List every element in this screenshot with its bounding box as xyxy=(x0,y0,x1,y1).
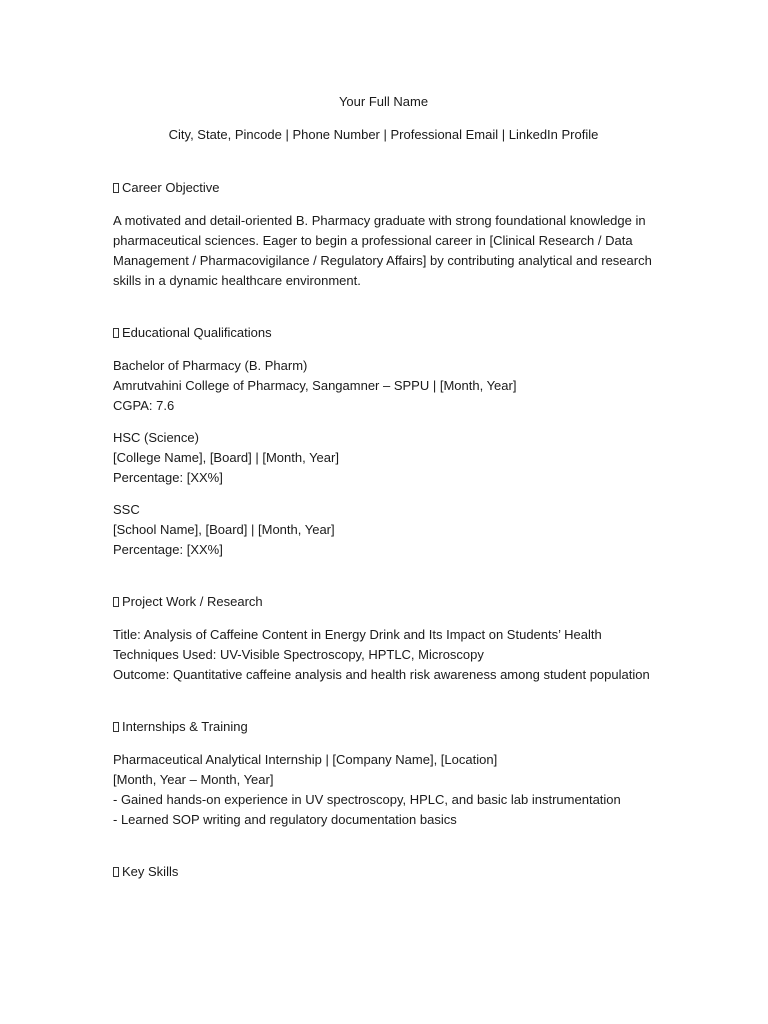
education-institution: [College Name], [Board] | [Month, Year] xyxy=(113,450,339,465)
missing-glyph-icon xyxy=(113,183,119,193)
project-line: Outcome: Quantitative caffeine analysis and health risk awareness among student population xyxy=(113,667,650,682)
internship-line: [Month, Year – Month, Year] xyxy=(113,772,274,787)
missing-glyph-icon xyxy=(113,722,119,732)
internship-line: - Learned SOP writing and regulatory documentation basics xyxy=(113,812,457,827)
internship-line: - Gained hands-on experience in UV spectroscopy, HPLC, and basic lab instrumentation xyxy=(113,792,621,807)
section-title: Educational Qualifications xyxy=(122,325,272,340)
section-heading-internships xyxy=(113,717,658,737)
section-heading-project xyxy=(113,592,658,612)
section-heading-career-objective xyxy=(113,178,658,198)
contact-line: City, State, Pincode | Phone Number | Professional Email | LinkedIn Profile xyxy=(168,127,599,142)
section-heading-education xyxy=(113,323,658,343)
career-objective-text xyxy=(113,211,658,291)
section-title: Key Skills xyxy=(122,864,179,879)
missing-glyph-icon xyxy=(113,867,119,877)
section-title: Internships & Training xyxy=(122,719,248,734)
education-degree: HSC (Science) xyxy=(113,430,199,445)
section-heading-key-skills xyxy=(113,862,658,882)
internship-details xyxy=(113,750,658,830)
resume-name: Your Full Name xyxy=(338,94,429,109)
education-degree: Bachelor of Pharmacy (B. Pharm) xyxy=(113,358,308,373)
education-entry xyxy=(113,500,658,560)
education-degree: SSC xyxy=(113,502,140,517)
resume-content xyxy=(113,92,658,895)
education-institution: [School Name], [Board] | [Month, Year] xyxy=(113,522,335,537)
project-line: Title: Analysis of Caffeine Content in Energy Drink and Its Impact on Students’ Health xyxy=(113,627,602,642)
objective-line: skills in a dynamic healthcare environment. xyxy=(113,273,361,288)
section-title: Career Objective xyxy=(122,180,220,195)
education-score: CGPA: 7.6 xyxy=(113,398,175,413)
education-score: Percentage: [XX%] xyxy=(113,542,223,557)
internship-line: Pharmaceutical Analytical Internship | [Company Name], [Location] xyxy=(113,752,498,767)
objective-line: pharmaceutical sciences. Eager to begin a professional career in [Clinical Research / Data xyxy=(113,233,633,248)
missing-glyph-icon xyxy=(113,597,119,607)
education-entry xyxy=(113,428,658,488)
project-details xyxy=(113,625,658,685)
education-institution: Amrutvahini College of Pharmacy, Sangamner – SPPU | [Month, Year] xyxy=(113,378,517,393)
project-line: Techniques Used: UV-Visible Spectroscopy, HPTLC, Microscopy xyxy=(113,647,484,662)
objective-line: Management / Pharmacovigilance / Regulatory Affairs] by contributing analytical and research xyxy=(113,253,652,268)
education-score: Percentage: [XX%] xyxy=(113,470,223,485)
education-entry xyxy=(113,356,658,416)
section-title: Project Work / Research xyxy=(122,594,263,609)
missing-glyph-icon xyxy=(113,328,119,338)
objective-line: A motivated and detail-oriented B. Pharmacy graduate with strong foundational knowledge in xyxy=(113,213,646,228)
